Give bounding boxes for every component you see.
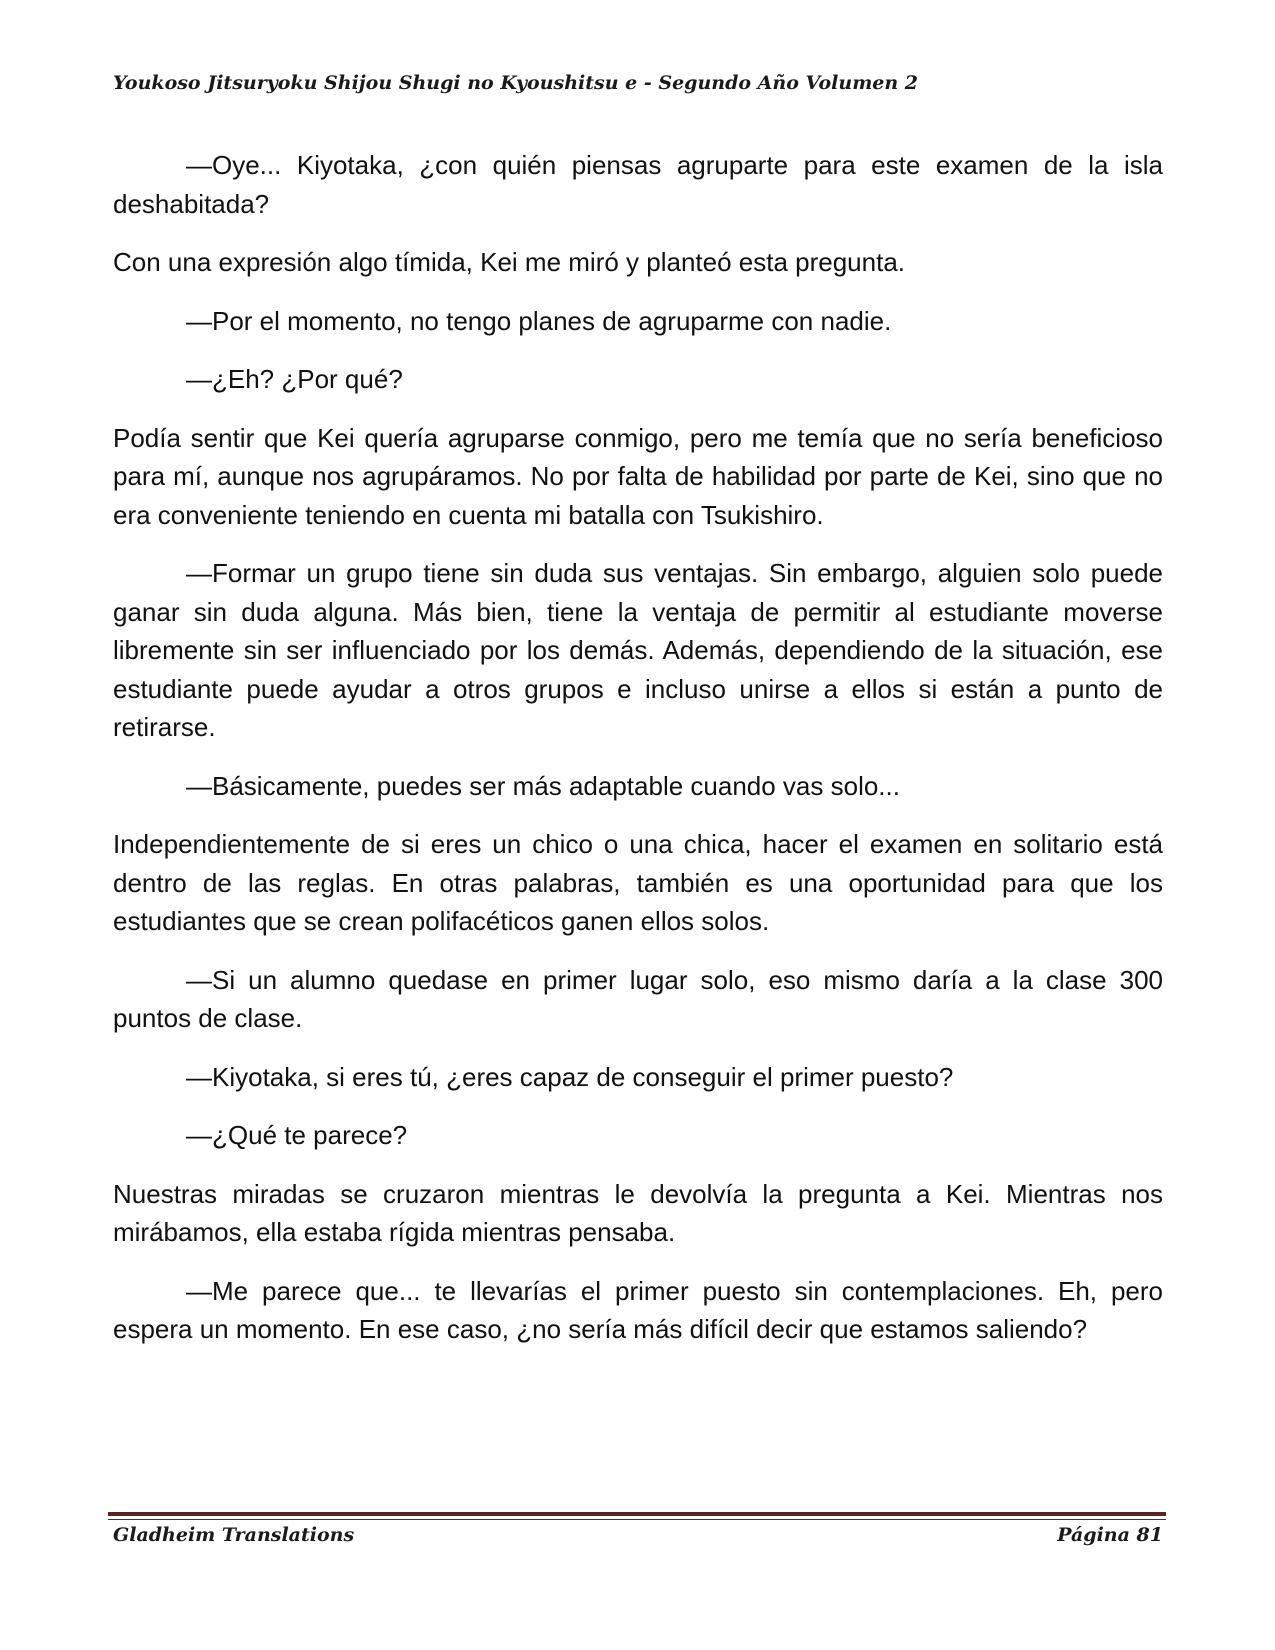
paragraph: Con una expresión algo tímida, Kei me miró y planteó esta pregunta. (113, 247, 906, 277)
footer-divider-thin (108, 1519, 1166, 1520)
paragraph: Podía sentir que Kei quería agruparse conmigo, pero me temía que no sería beneficioso para mí, aunque nos agrupáramos. No por falta de habilidad por parte de Kei, sino que no era conveniente teniendo en cuenta mi batalla con Tsukishiro. (113, 422, 1163, 530)
paragraph: —Por el momento, no tengo planes de agruparme con nadie. (186, 305, 892, 336)
footer-divider (108, 1512, 1166, 1516)
footer-page-number: Página 81 (1057, 1524, 1163, 1546)
paragraph: —Formar un grupo tiene sin duda sus ventajas. Sin embargo, alguien solo puede ganar sin duda alguna. Más bien, tiene la ventaja de permitir al estudiante moverse libremente sin ser influenciado por los demás. Además, dependiendo de la situación, ese estudiante puede ayudar a otros grupos e incluso unirse a ellos si están a punto de retirarse. (113, 558, 1163, 742)
page-footer (113, 1524, 1163, 1546)
paragraph: —Kiyotaka, si eres tú, ¿eres capaz de conseguir el primer puesto? (186, 1061, 954, 1092)
paragraph: —Si un alumno quedase en primer lugar solo, eso mismo daría a la clase 300 puntos de clase. (113, 964, 1163, 1033)
document-body (113, 146, 1163, 1369)
paragraph: —¿Qué te parece? (186, 1120, 408, 1150)
page-header-title: Youkoso Jitsuryoku Shijou Shugi no Kyoushitsu e - Segundo Año Volumen 2 (113, 72, 919, 94)
paragraph: —Básicamente, puedes ser más adaptable cuando vas solo... (186, 770, 900, 801)
paragraph: —Me parece que... te llevarías el primer puesto sin contemplaciones. Eh, pero espera un momento. En ese caso, ¿no sería más difícil decir que estamos saliendo? (113, 1275, 1163, 1344)
paragraph: —¿Eh? ¿Por qué? (186, 364, 403, 394)
paragraph: Nuestras miradas se cruzaron mientras le devolvía la pregunta a Kei. Mientras nos mirábamos, ella estaba rígida mientras pensaba. (113, 1178, 1163, 1247)
paragraph: Independientemente de si eres un chico o una chica, hacer el examen en solitario está dentro de las reglas. En otras palabras, también es una oportunidad para que los estudiantes que se crean polifacéticos ganen ellos solos. (113, 829, 1163, 936)
paragraph: —Oye... Kiyotaka, ¿con quién piensas agruparte para este examen de la isla deshabitada? (113, 150, 1163, 219)
footer-translator: Gladheim Translations (113, 1524, 355, 1546)
